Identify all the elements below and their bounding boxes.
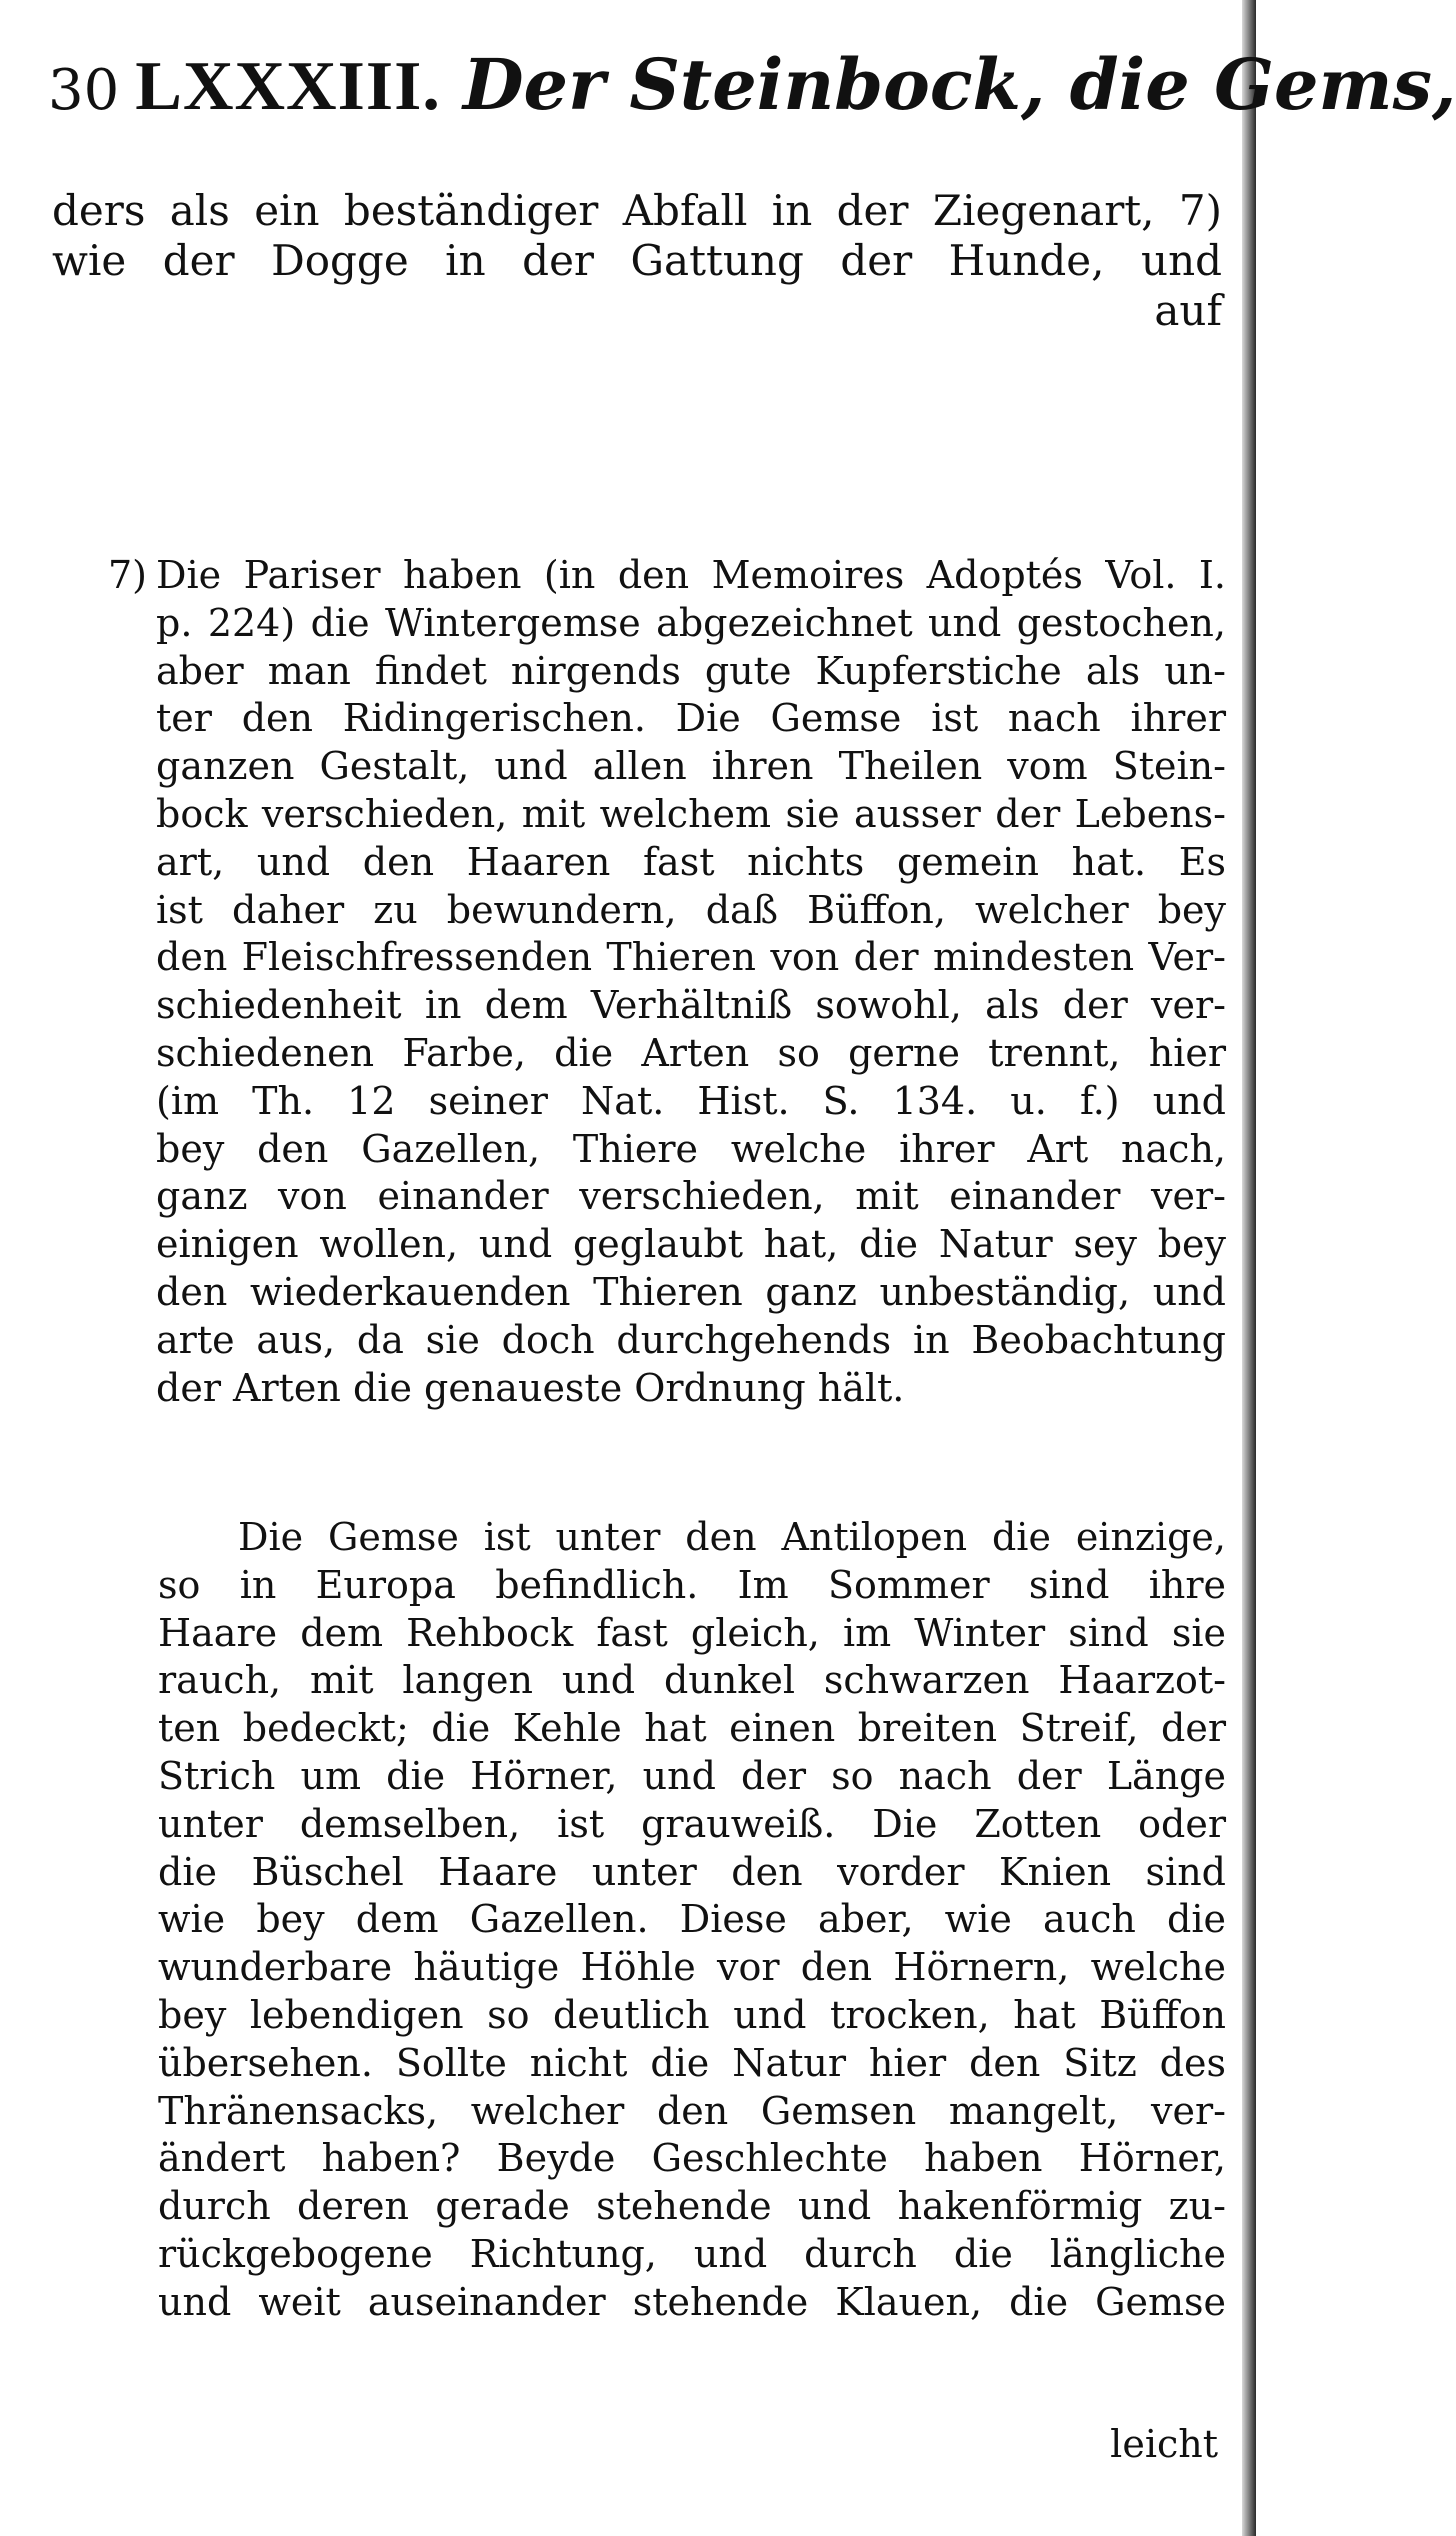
footnote-line: ganz von einander verschieden, mit einander ver- [156,1174,1226,1219]
main-paragraph [158,1514,1226,2327]
footnote-line: bey den Gazellen, Thiere welche ihrer Art nach, [156,1126,1226,1171]
footnote-marker: 7) [108,553,148,597]
page-number: 30 [48,58,120,123]
footnote-7 [108,552,1226,1412]
paragraph-line: Thränensacks, welcher den Gemsen mangelt, ver- [158,2088,1226,2133]
paragraph-line: und weit auseinander stehende Klauen, die Gemse [158,2279,1226,2324]
footnote-line: p. 224) die Wintergemse abgezeichnet und gestochen, [156,600,1226,645]
paragraph-line: bey lebendigen so deutlich und trocken, hat Büffon [158,1992,1226,2037]
footnote-line: aber man findet nirgends gute Kupferstiche als un- [156,648,1226,693]
paragraph-line: übersehen. Sollte nicht die Natur hier den Sitz des [158,2040,1226,2085]
footnote-line: bock verschieden, mit welchem sie ausser der Lebens- [156,791,1226,836]
footnote-line: ter den Ridingerischen. Die Gemse ist nach ihrer [156,696,1226,741]
footnote-line: den Fleischfressenden Thieren von der mindesten Ver- [156,935,1226,980]
running-header [48,40,1456,136]
footnote-line: arte aus, da sie doch durchgehends in Beobachtung [156,1317,1226,1362]
paragraph-line: Die Gemse ist unter den Antilopen die einzige, [238,1515,1226,1559]
paragraph-line: rauch, mit langen und dunkel schwarzen Haarzot- [158,1658,1226,1703]
text-line: ders als ein beständiger Abfall in der Ziegenart, 7) [52,186,1222,235]
chapter-number: LXXXIII. [135,48,441,125]
paragraph-line: rückgebogene Richtung, und durch die längliche [158,2231,1226,2276]
main-text-top [52,186,1222,336]
paragraph-line: wie bey dem Gazellen. Diese aber, wie auch die [158,1897,1226,1942]
footnote-line: der Arten die genaueste Ordnung hält. [156,1365,905,1410]
footnote-line: ganzen Gestalt, und allen ihren Theilen vom Stein- [156,744,1226,789]
paragraph-line: unter demselben, ist grauweiß. Die Zotten oder [158,1801,1226,1846]
footnote-line: den wiederkauenden Thieren ganz unbeständig, und [156,1269,1226,1314]
paragraph-line: durch deren gerade stehende und hakenförmig zu- [158,2184,1226,2229]
paragraph-line: ändert haben? Beyde Geschlechte haben Hörner, [158,2136,1226,2181]
catchword-bottom: leicht [1110,2422,1218,2466]
footnote-line: ist daher zu bewundern, daß Büffon, welcher bey [156,887,1226,932]
text-line: wie der Dogge in der Gattung der Hunde, und [52,236,1222,285]
paragraph-line: so in Europa befindlich. Im Sommer sind ihre [158,1562,1226,1607]
paragraph-line: Strich um die Hörner, und der so nach der Länge [158,1753,1226,1798]
paragraph-line: Haare dem Rehbock fast gleich, im Winter sind sie [158,1610,1226,1655]
footnote-line [108,552,1226,600]
paragraph-line: ten bedeckt; die Kehle hat einen breiten Streif, der [158,1706,1226,1751]
footnote-line: schiedenen Farbe, die Arten so gerne trennt, hier [156,1030,1226,1075]
page-edge-shadow [1242,0,1256,2536]
footnote-line: art, und den Haaren fast nichts gemein hat. Es [156,839,1226,884]
footnote-line: schiedenheit in dem Verhältniß sowohl, als der ver- [156,983,1226,1028]
footnote-line-text: Die Pariser haben (in den Memoires Adoptés Vol. I. [156,553,1226,597]
paragraph-line: wunderbare häutige Höhle vor den Hörnern, welche [158,1945,1226,1990]
footnote-line: einigen wollen, und geglaubt hat, die Natur sey bey [156,1222,1226,1267]
footnote-line: (im Th. 12 seiner Nat. Hist. S. 134. u. f.) und [156,1078,1226,1123]
catchword-top: auf [1154,286,1222,335]
chapter-title: Der Steinbock, die Gems, [462,43,1456,126]
paragraph-line: die Büschel Haare unter den vorder Knien sind [158,1849,1226,1894]
